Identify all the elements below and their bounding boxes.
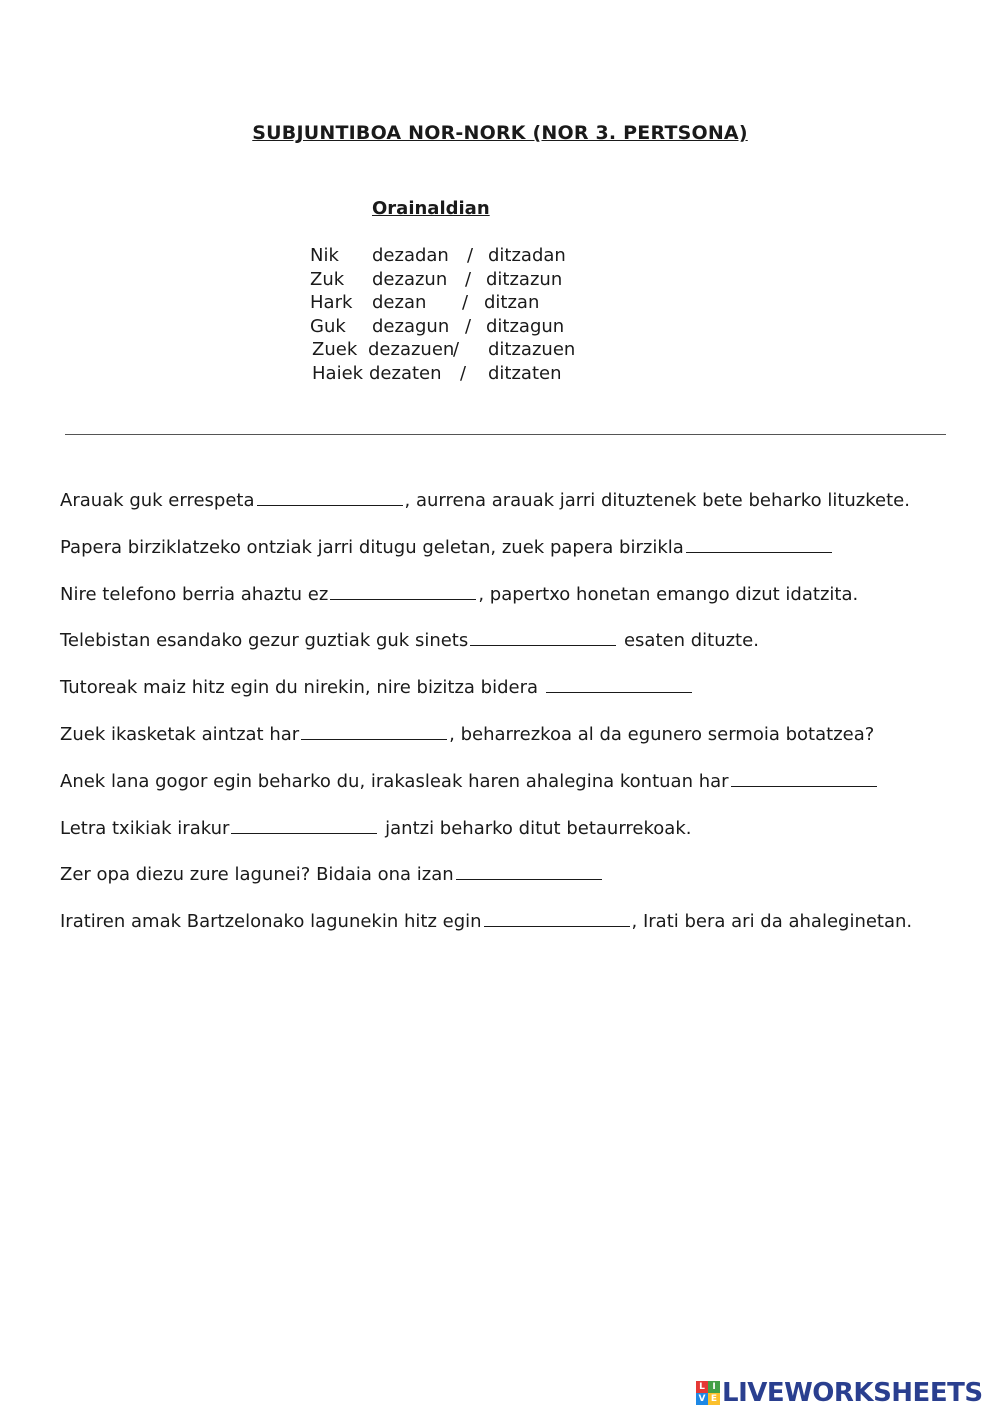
conjugation-sep: / (453, 339, 460, 360)
conjugation-sep: / (462, 292, 469, 313)
answer-blank[interactable] (257, 489, 403, 506)
exercise-sentence (60, 770, 960, 817)
conjugation-person: Hark (310, 292, 353, 313)
worksheet-title: SUBJUNTIBOA NOR-NORK (NOR 3. PERTSONA) (252, 122, 748, 144)
answer-blank[interactable] (731, 770, 877, 787)
sentence-text-before: Nire telefono berria ahaztu ez (60, 583, 329, 605)
logo-letter-square: E (708, 1393, 720, 1405)
conjugation-singular: dezadan (372, 245, 449, 266)
brand-name: LIVEWORKSHEETS (722, 1378, 983, 1408)
sentence-text-before: Tutoreak maiz hitz egin du nirekin, nire bizitza bidera (60, 677, 544, 699)
exercise-sentence (60, 536, 960, 583)
sentence-text-after: , Irati bera ari da ahaleginetan. (631, 911, 913, 933)
exercise-sentence (60, 489, 960, 536)
sentence-text-after: jantzi beharko ditut betaurrekoak. (379, 817, 692, 839)
section-divider (65, 434, 946, 435)
sentence-text-after: esaten dituzte. (618, 630, 759, 652)
conjugation-person: Zuek (312, 339, 358, 360)
conjugation-sep: / (465, 268, 472, 290)
conjugation-plural: ditzazun (486, 268, 563, 290)
conjugation-sep: / (467, 245, 474, 266)
exercise-sentence (60, 583, 960, 630)
conjugation-plural: ditzazuen (488, 339, 576, 360)
conjugation-singular: dezazuen (368, 339, 455, 360)
logo-letter-square: V (696, 1393, 708, 1405)
tense-subtitle: Orainaldian (372, 198, 490, 219)
answer-blank[interactable] (470, 629, 616, 646)
conjugation-person: Guk (310, 315, 346, 337)
conjugation-plural: ditzan (484, 292, 540, 313)
exercise-sentence (60, 723, 960, 770)
logo-letter-square: L (696, 1381, 708, 1393)
logo-letter-square: I (708, 1381, 720, 1393)
answer-blank[interactable] (456, 863, 602, 880)
sentence-text-before: Telebistan esandako gezur guztiak guk sinets (60, 630, 469, 652)
sentence-text-before: Anek lana gogor egin beharko du, irakasleak haren ahalegina kontuan har (60, 770, 729, 792)
brand-footer (696, 1378, 983, 1408)
answer-blank[interactable] (546, 676, 692, 693)
conjugation-person: Zuk (310, 268, 345, 290)
exercise-sentence (60, 676, 960, 723)
conjugation-plural: ditzagun (486, 315, 565, 337)
conjugation-sep: / (460, 362, 467, 384)
conjugation-person: Haiek (312, 362, 364, 384)
answer-blank[interactable] (484, 910, 630, 927)
liveworksheets-logo-icon (696, 1381, 720, 1405)
sentence-text-before: Zer opa diezu zure lagunei? Bidaia ona izan (60, 864, 454, 886)
sentence-text-before: Papera birziklatzeko ontziak jarri ditugu geletan, zuek papera birzikla (60, 536, 684, 558)
sentence-text-before: Letra txikiak irakur (60, 817, 230, 839)
exercise-list (60, 489, 960, 957)
answer-blank[interactable] (301, 723, 447, 740)
exercise-sentence (60, 629, 960, 676)
sentence-text-after: , aurrena arauak jarri dituztenek bete beharko lituzkete. (404, 490, 910, 511)
conjugation-singular: dezaten (369, 362, 442, 384)
conjugation-singular: dezan (372, 292, 427, 313)
conjugation-person: Nik (310, 245, 339, 266)
sentence-text-after: , beharrezkoa al da egunero sermoia botatzea? (449, 723, 875, 745)
answer-blank[interactable] (686, 536, 832, 553)
exercise-sentence (60, 910, 960, 957)
exercise-sentence (60, 817, 960, 864)
answer-blank[interactable] (330, 583, 476, 600)
conjugation-singular: dezagun (372, 315, 450, 337)
sentence-text-before: Iratiren amak Bartzelonako lagunekin hitz egin (60, 911, 482, 933)
answer-blank[interactable] (231, 817, 377, 834)
sentence-text-before: Arauak guk errespeta (60, 490, 255, 511)
conjugation-plural: ditzadan (488, 245, 566, 266)
conjugation-plural: ditzaten (488, 362, 562, 384)
sentence-text-before: Zuek ikasketak aintzat har (60, 723, 300, 745)
conjugation-singular: dezazun (372, 268, 448, 290)
conjugation-sep: / (465, 315, 472, 337)
sentence-text-after: , papertxo honetan emango dizut idatzita. (478, 583, 859, 605)
exercise-sentence (60, 863, 960, 910)
